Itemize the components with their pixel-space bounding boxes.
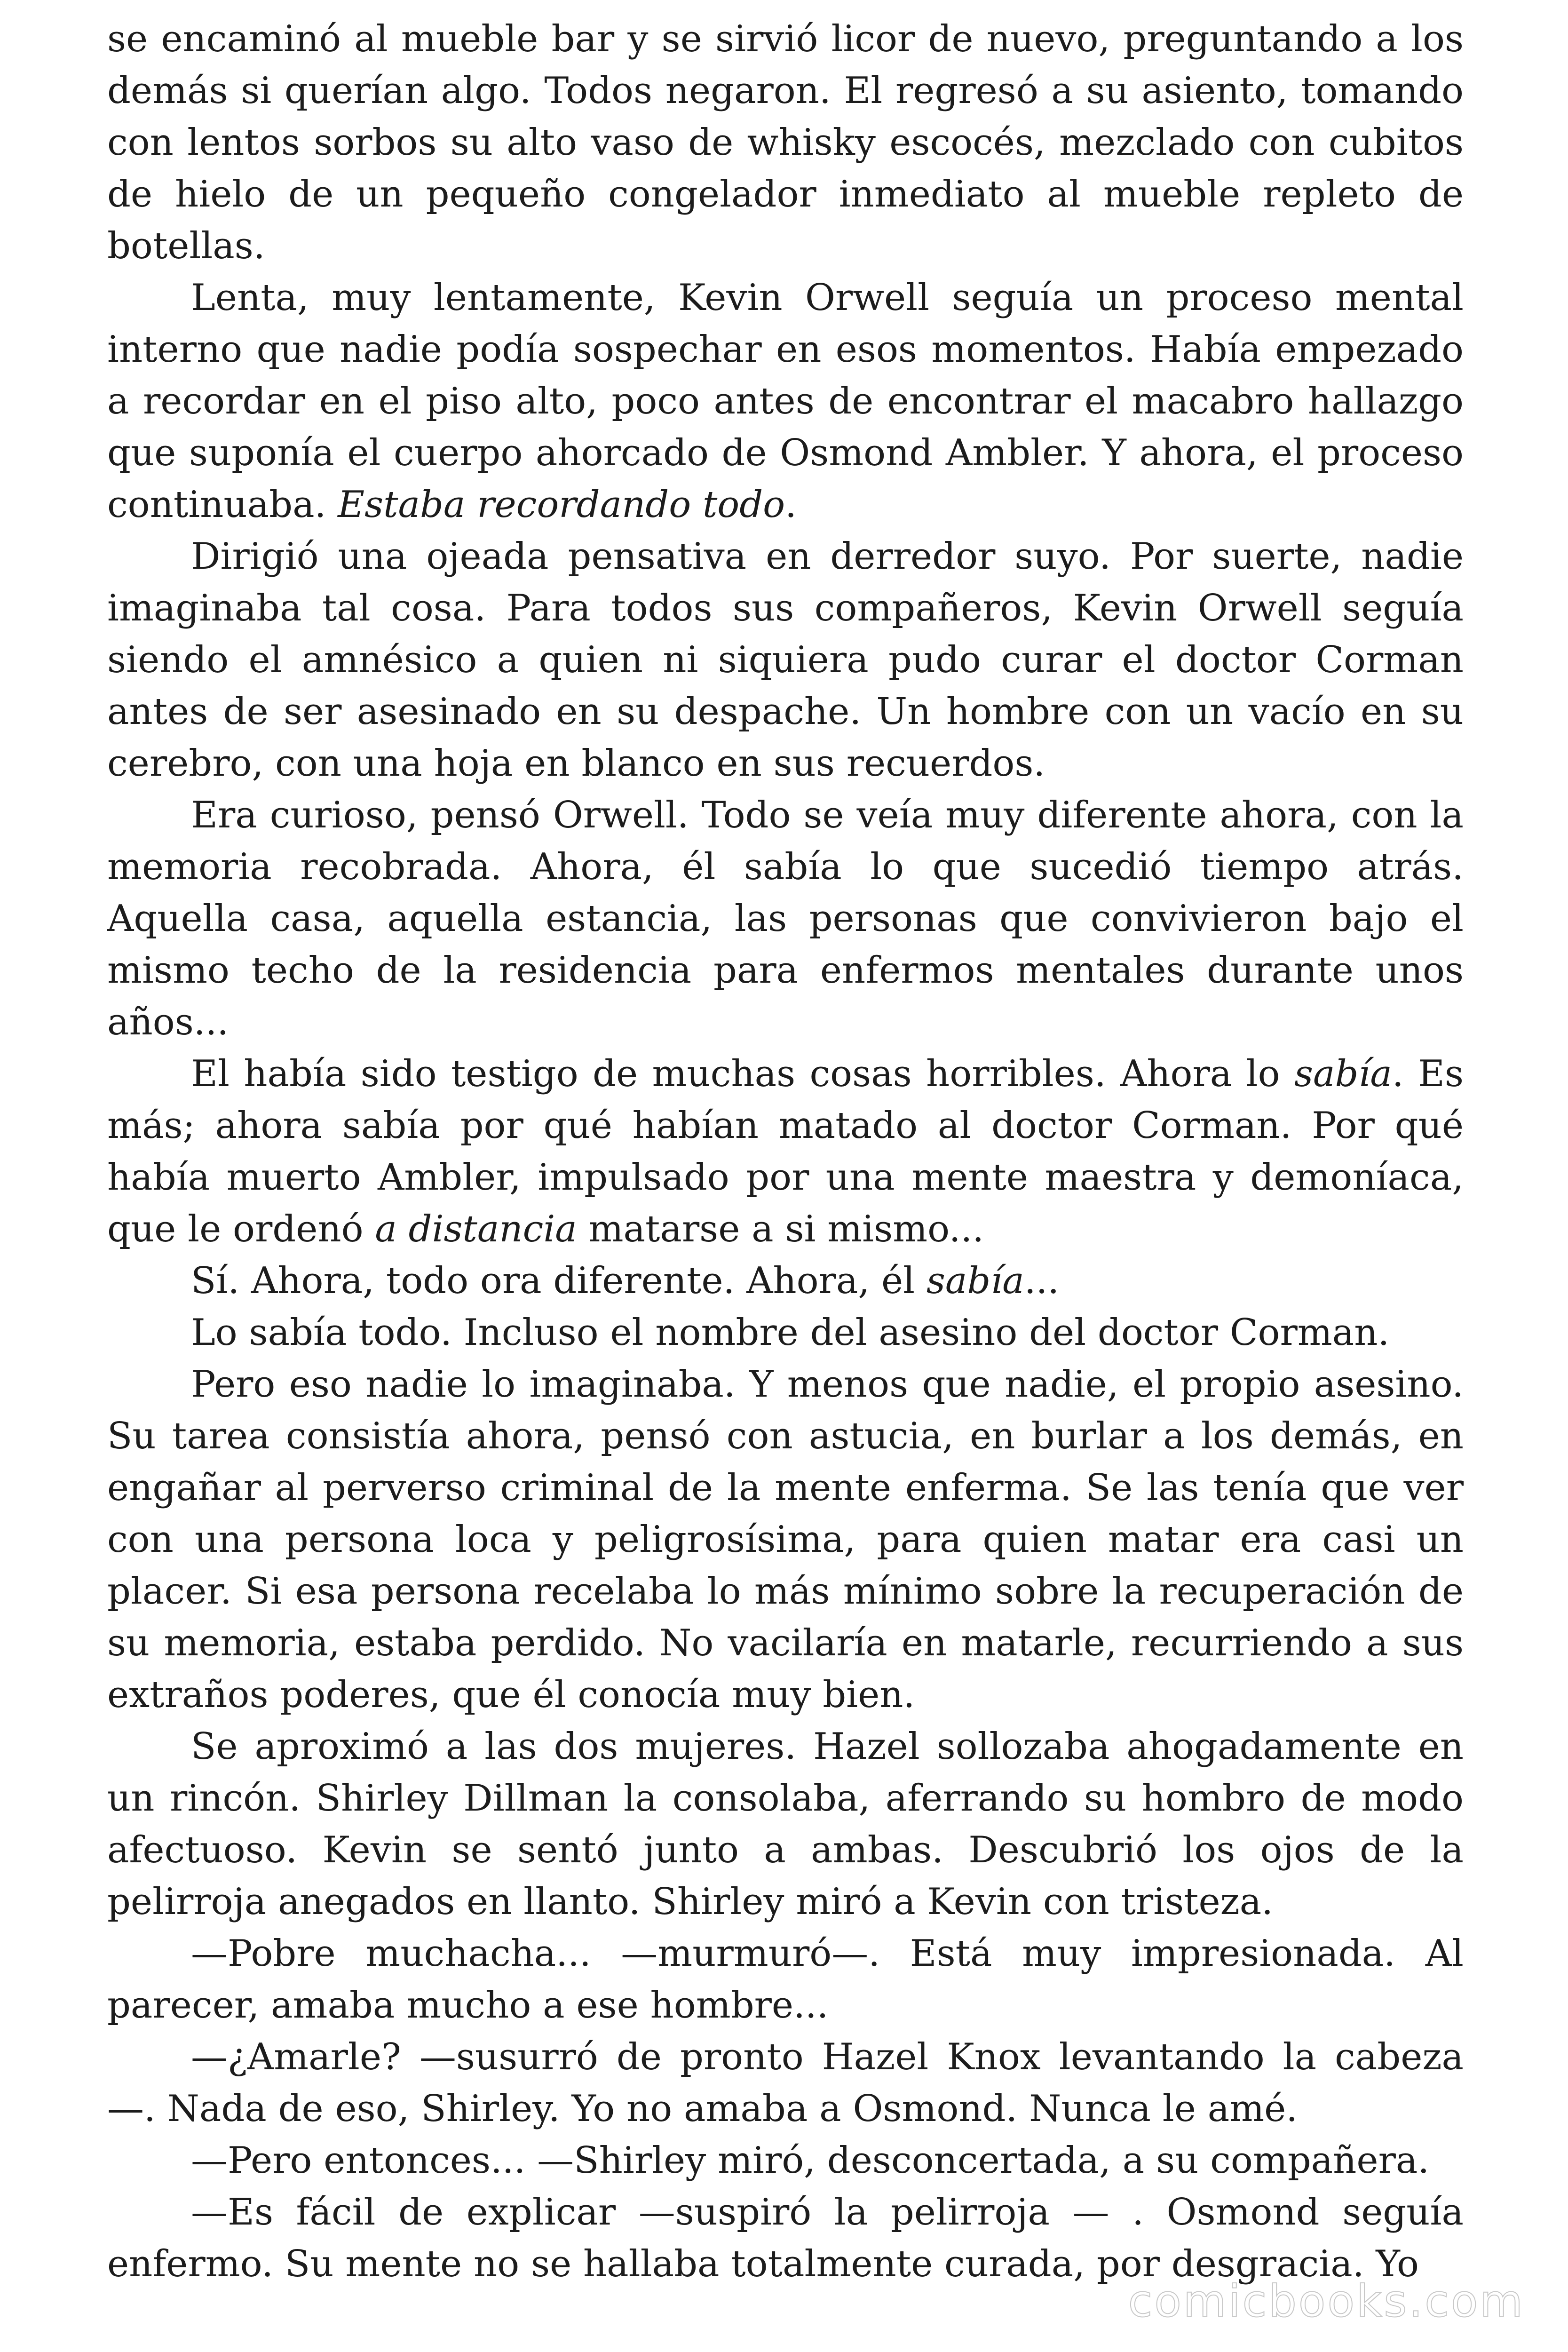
text-run: matarse a si mismo... [577,1208,984,1250]
paragraph [107,2135,1464,2186]
text-run: Sí. Ahora, todo ora diferente. Ahora, él [191,1260,927,1302]
paragraph [107,1307,1464,1359]
text-run: Lo sabía todo. Incluso el nombre del asesino del doctor Corman. [191,1311,1390,1354]
text-run: Pero eso nadie lo imaginaba. Y menos que nadie, el propio asesino. Su tarea consistía ahora, pensó con astucia, en burlar a los demás, en engañar al perverso criminal de la mente enferma. Se las tenía que ver con una persona loca y peligrosísima, para quien matar era casi un placer. Si esa persona recelaba lo más mínimo sobre la recuperación de su memoria, estaba perdido. No vacilaría en matarle, recurriendo a sus extraños poderes, que él conocía muy bien. [107,1363,1464,1716]
paragraph [107,1928,1464,2031]
text-run: —Pero entonces... —Shirley miró, desconcertada, a su compañera. [191,2139,1430,2182]
text-run: . Es más; ahora sabía por qué habían matado al doctor Corman. Por qué había muerto Ambler, impulsado por una mente maestra y demoníaca, que le ordenó [107,1053,1464,1250]
watermark-text: comicbooks.com [1128,2276,1525,2327]
paragraph [107,1721,1464,1928]
paragraph [107,531,1464,789]
text-run: —Es fácil de explicar —suspiró la pelirroja — . Osmond seguía enfermo. Su mente no se hallaba totalmente curada, por desgracia. Yo [107,2191,1464,2285]
text-run: —¿Amarle? —susurró de pronto Hazel Knox levantando la cabeza —. Nada de eso, Shirley. Yo no amaba a Osmond. Nunca le amé. [107,2036,1464,2130]
text-run: . [785,484,797,526]
text-run: El había sido testigo de muchas cosas horribles. Ahora lo [191,1053,1294,1095]
text-run: Era curioso, pensó Orwell. Todo se veía muy diferente ahora, con la memoria recobrada. Ahora, él sabía lo que sucedió tiempo atrás. Aquella casa, aquella estancia, las personas que convivieron bajo el mismo techo de la residencia para enfermos mentales durante unos años... [107,794,1464,1043]
text-run: se encaminó al mueble bar y se sirvió licor de nuevo, preguntando a los demás si querían algo. Todos negaron. El regresó a su asiento, tomando con lentos sorbos su alto vaso de whisky escocés, mezclado con cubitos de hielo de un pequeño congelador inmediato al mueble repleto de botellas. [107,18,1464,267]
italic-text: Estaba recordando todo [338,484,785,526]
paragraph [107,789,1464,1048]
text-run: ... [1024,1260,1060,1302]
book-page [107,13,1464,2290]
text-body [107,13,1464,2290]
text-run: Lenta, muy lentamente, Kevin Orwell seguía un proceso mental interno que nadie podía sospechar en esos momentos. Había empezado a recordar en el piso alto, poco antes de encontrar el macabro hallazgo que suponía el cuerpo ahorcado de Osmond Ambler. Y ahora, el proceso continuaba. [107,277,1464,526]
paragraph [107,2031,1464,2135]
paragraph [107,2186,1464,2290]
italic-text: sabía [1294,1053,1392,1095]
paragraph [107,1359,1464,1721]
paragraph [107,1048,1464,1255]
italic-text: sabía [926,1260,1024,1302]
italic-text: a distancia [375,1208,577,1250]
text-run: Se aproximó a las dos mujeres. Hazel sollozaba ahogadamente en un rincón. Shirley Dillman la consolaba, aferrando su hombro de modo afectuoso. Kevin se sentó junto a ambas. Descubrió los ojos de la pelirroja anegados en llanto. Shirley miró a Kevin con tristeza. [107,1725,1464,1923]
text-run: —Pobre muchacha... —murmuró—. Está muy impresionada. Al parecer, amaba mucho a ese hombre... [107,1932,1464,2026]
text-run: Dirigió una ojeada pensativa en derredor suyo. Por suerte, nadie imaginaba tal cosa. Para todos sus compañeros, Kevin Orwell seguía siendo el amnésico a quien ni siquiera pudo curar el doctor Corman antes de ser asesinado en su despache. Un hombre con un vacío en su cerebro, con una hoja en blanco en sus recuerdos. [107,535,1464,785]
paragraph [107,272,1464,531]
paragraph [107,1255,1464,1307]
paragraph [107,13,1464,272]
